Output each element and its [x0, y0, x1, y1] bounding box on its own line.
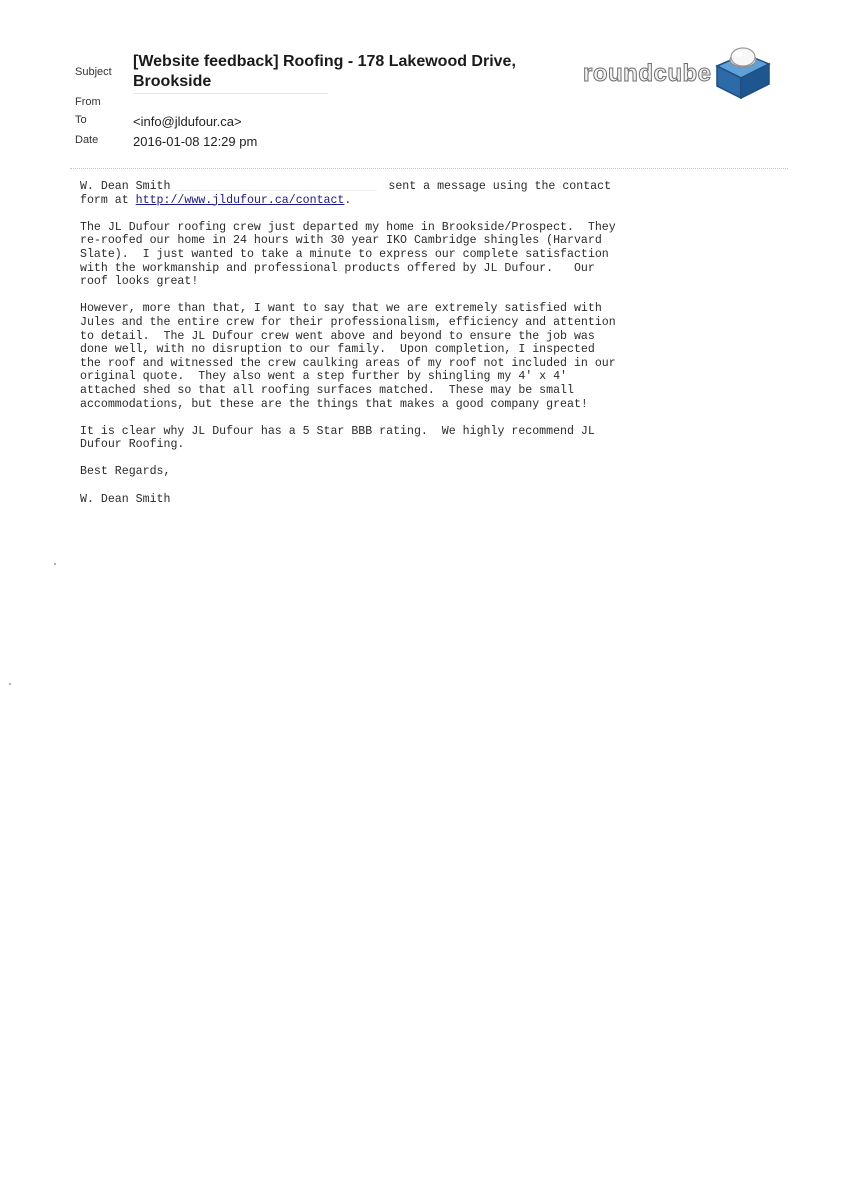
- date-label: Date: [75, 134, 99, 146]
- intro-paragraph: [80, 180, 720, 207]
- intro-text-b: form at: [80, 193, 129, 207]
- intro-period: .: [344, 193, 352, 207]
- redacted-email: [177, 180, 377, 191]
- scan-speck: [54, 563, 56, 565]
- paragraph-line: done well, with no disruption to our family. Upon completion, I inspected: [80, 343, 595, 357]
- from-row: [75, 96, 133, 108]
- to-value[interactable]: <info@jldufour.ca>: [133, 114, 242, 129]
- email-subject: [Website feedback] Roofing - 178 Lakewood Drive, Brookside: [133, 53, 516, 90]
- paragraph-line: the roof and witnessed the crew caulking areas of my roof not included in our: [80, 356, 616, 370]
- paragraph-line: roof looks great!: [80, 275, 199, 289]
- to-row: [75, 114, 242, 129]
- paragraph-line: to detail. The JL Dufour crew went above and beyond to ensure the job was: [80, 329, 595, 343]
- to-label: To: [75, 114, 87, 126]
- contact-form-link[interactable]: http://www.jldufour.ca/contact: [135, 193, 345, 207]
- paragraph-line: The JL Dufour roofing crew just departed my home in Brookside/Prospect. They: [80, 220, 616, 234]
- paragraph-line: However, more than that, I want to say that we are extremely satisfied with: [80, 302, 602, 316]
- paragraph-2: [80, 302, 720, 411]
- paragraph-line: re-roofed our home in 24 hours with 30 year IKO Cambridge shingles (Harvard: [80, 234, 602, 248]
- paragraph-line: accommodations, but these are the things that makes a good company great!: [80, 397, 588, 411]
- date-value: 2016-01-08 12:29 pm: [133, 134, 258, 149]
- paragraph-line: It is clear why JL Dufour has a 5 Star BBB rating. We highly recommend JL: [80, 424, 595, 438]
- signature: [80, 493, 720, 507]
- paragraph-line: attached shed so that all roofing surfaces matched. These may be small: [80, 383, 574, 397]
- roundcube-cube-icon: [711, 44, 773, 100]
- subject-divider: [133, 93, 328, 94]
- paragraph-1: [80, 221, 720, 289]
- closing-line: Best Regards,: [80, 465, 171, 479]
- signature-line: W. Dean Smith: [80, 492, 171, 506]
- from-label: From: [75, 96, 101, 108]
- paragraph-3: [80, 425, 720, 452]
- closing: [80, 465, 720, 479]
- paragraph-line: with the workmanship and professional products offered by JL Dufour. Our: [80, 261, 595, 275]
- roundcube-logo: [583, 44, 773, 104]
- paragraph-line: Jules and the entire crew for their professionalism, efficiency and attention: [80, 315, 616, 329]
- paragraph-line: Slate). I just wanted to take a minute to express our complete satisfaction: [80, 247, 609, 261]
- date-row: [75, 134, 257, 149]
- paragraph-line: original quote. They also went a step further by shingling my 4' x 4': [80, 370, 568, 384]
- header-separator: [70, 168, 788, 169]
- subject-row: [75, 52, 563, 92]
- paragraph-line: Dufour Roofing.: [80, 438, 185, 452]
- message-body: [80, 180, 720, 520]
- sender-name: W. Dean Smith: [80, 180, 171, 193]
- scan-speck: [9, 683, 11, 685]
- roundcube-logo-text: roundcube: [583, 60, 712, 87]
- intro-text-a: sent a message using the contact: [388, 180, 612, 193]
- subject-label: Subject: [75, 66, 112, 78]
